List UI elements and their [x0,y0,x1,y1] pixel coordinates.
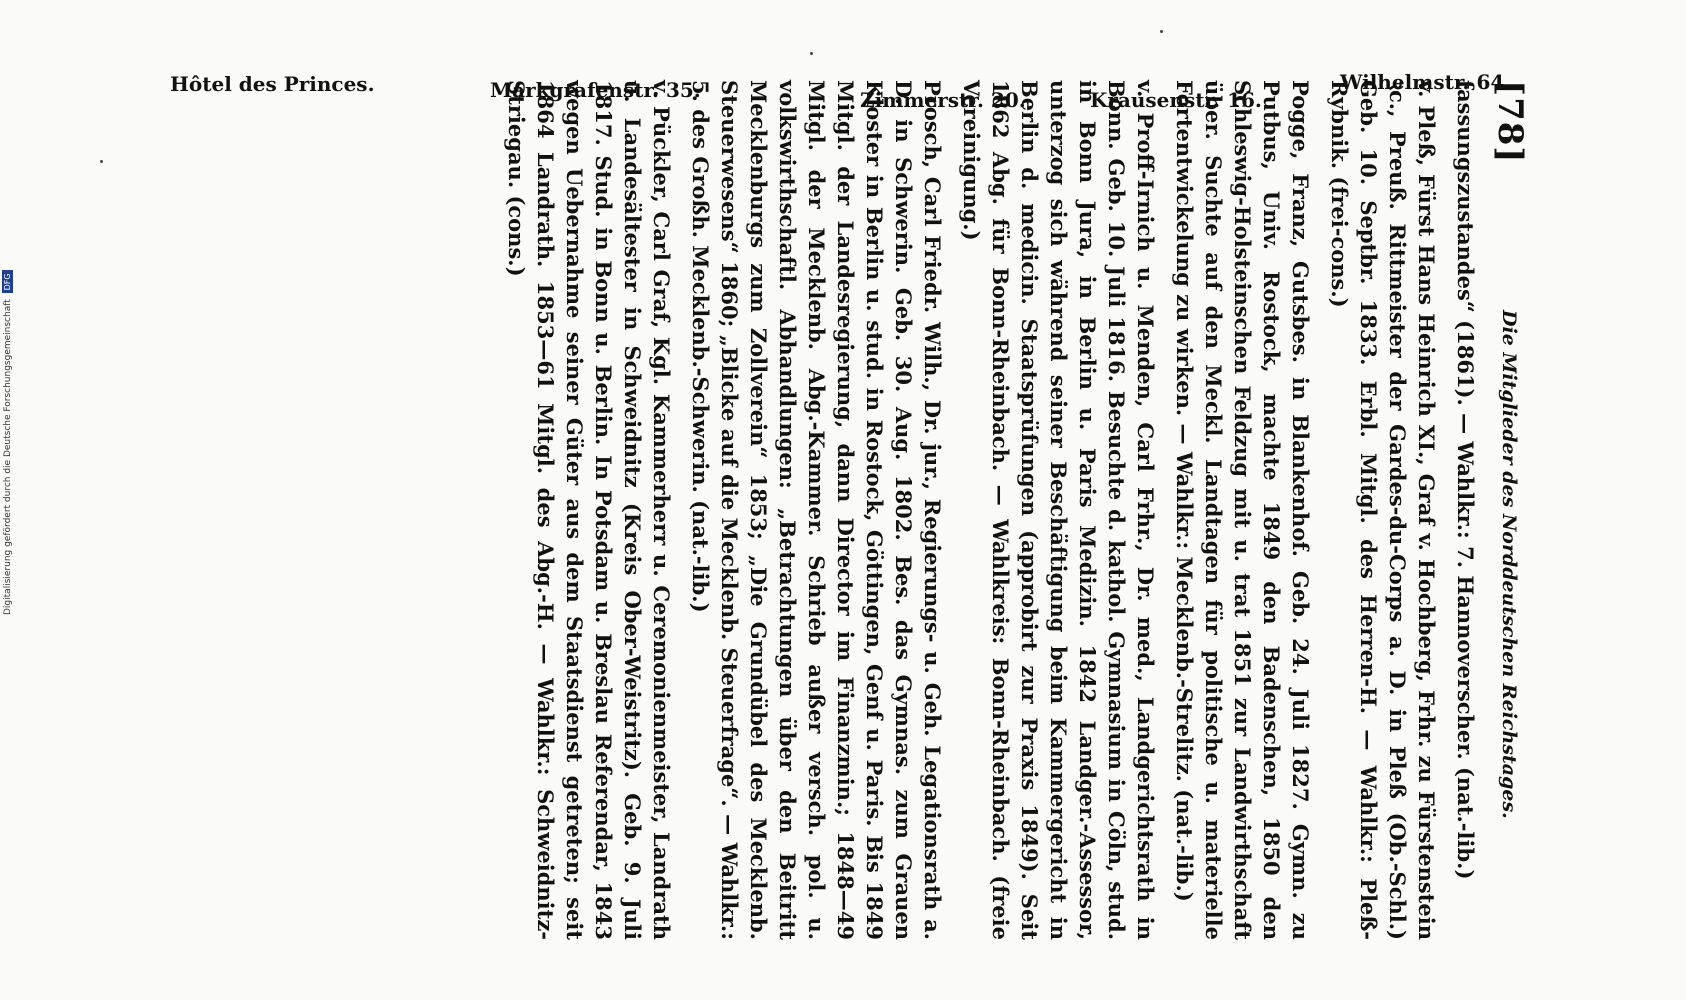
entry-pueckler: v. Pückler, Carl Graf, Kgl. Kammerherr u. Ceremonienmeister, Landrath u. Landesältester in Schweidnitz (Kreis Ober-Weistritz). Geb. 9. Juli 1817. Stud. in Bonn u. Berlin. In Potsdam u. Breslau Referendar, 1843 wegen Uebernahme seiner Güter aus dem Staatsdienst getreten; seit 1864 Landrath. 1853—61 Mitgl. des Abg.-H. — Wahlkr.: Schweidnitz-Striegau. (cons.) [504,80,674,940]
entry-pless: v. Pleß, Fürst Hans Heinrich XI., Graf v. Hochberg, Frhr. zu Fürstenstein ꝛc., Preuß. Rittmeister der Gardes-du-Corps a. D. in Pleß (Ob.-Schl.) Geb. 10. Septbr. 1833. Erbl. Mitgl. des Herren-H. — Wahlkr.: Pleß-Rybnik. (frei-cons.) [1327,80,1439,940]
scan-speck [1160,30,1163,33]
margin-address-hotel: Hôtel des Princes. [170,72,375,96]
entry-proff-irnich: v. Proff-Irnich u. Menden, Carl Frhr., Dr. med., Landgerichtsrath in Bonn. Geb. 10. Juli 1816. Besuchte d. kathol. Gymnasium in Cöln, stud. in Bonn Jura, in Berlin u. Paris Medizin. 1842 Landger.-Assessor, unterzog sich während seiner Beschäftigung beim Kammergericht in Berlin d. medicin. Staatsprüfungen (approbirt zur Praxis 1849). Seit 1862 Abg. für Bonn-Rheinbach. — Wahlkreis: Bonn-Rheinbach. (freie Vereinigung.) [959,80,1158,940]
margin-address-markgrafenstr: Markgrafenstr. 35. [490,78,701,102]
dfg-logo: DFG [2,270,13,293]
margin-address-wilhelmstr: Wilhelmstr. 64. [1340,70,1512,94]
margin-address-krausenstr: Krausenstr. 16. [1090,88,1262,112]
page-header [1490,80,1530,940]
dfg-credit [2,270,13,615]
margin-address-zimmerstr: Zimmerstr. 20. [860,88,1026,112]
rotated-page [120,60,1540,960]
page-number: [78] [1490,80,1530,164]
scan-speck [100,160,103,163]
dfg-credit-text: Digitalisierung gefördert durch die Deutsche Forschungsgemeinschaft [3,299,13,615]
page-title: Die Mitglieder des Norddeutschen Reichstages. [1498,310,1520,819]
entry-prosch: Prosch, Carl Friedr. Wilh., Dr. jur., Regierungs- u. Geh. Legationsrath a. D. in Schwerin. Geb. 30. Aug. 1802. Bes. das Gymnas. zum Grauen Kloster in Berlin u. stud. in Rostock, Göttingen, Genf u. Paris. Bis 1849 Mitgl. der Landesregierung, dann Director im Finanzmin.; 1848—49 Mitgl. der Mecklenb. Abg.-Kammer. Schrieb außer versch. pol. u. volkswirthschaftl. Abhandlungen: „Betrachtungen über den Beitritt Mecklenburgs zum Zollverein“ 1853; „Die Grundübel des Mecklenb. Steuerwesens“ 1860; „Blicke auf die Mecklenb. Steuerfrage“. — Wahlkr.: 5. des Großh. Mecklenb.-Schwerin. (nat.-lib.) [688,80,945,940]
entry-continuation: fassungszustandes“ (1861). — Wahlkr.: 7. Hannoverscher. (nat.-lib.) [1453,80,1478,880]
entry-pogge: Pogge, Franz, Gutsbes. in Blankenhof. Geb. 24. Juli 1827. Gymn. zu Putbus, Univ. Rostock, machte 1849 den Badenschen, 1850 den Schleswig-Holsteinschen Feldzug mit u. trat 1851 zur Landwirthschaft über. Suchte auf den Meckl. Landtagen für politische u. materielle Fortentwickelung zu wirken. — Wahlkr.: Mecklenb.-Strelitz. (nat.-lib.) [1172,80,1313,940]
scan-speck [810,52,813,55]
entries-column [502,80,1480,940]
